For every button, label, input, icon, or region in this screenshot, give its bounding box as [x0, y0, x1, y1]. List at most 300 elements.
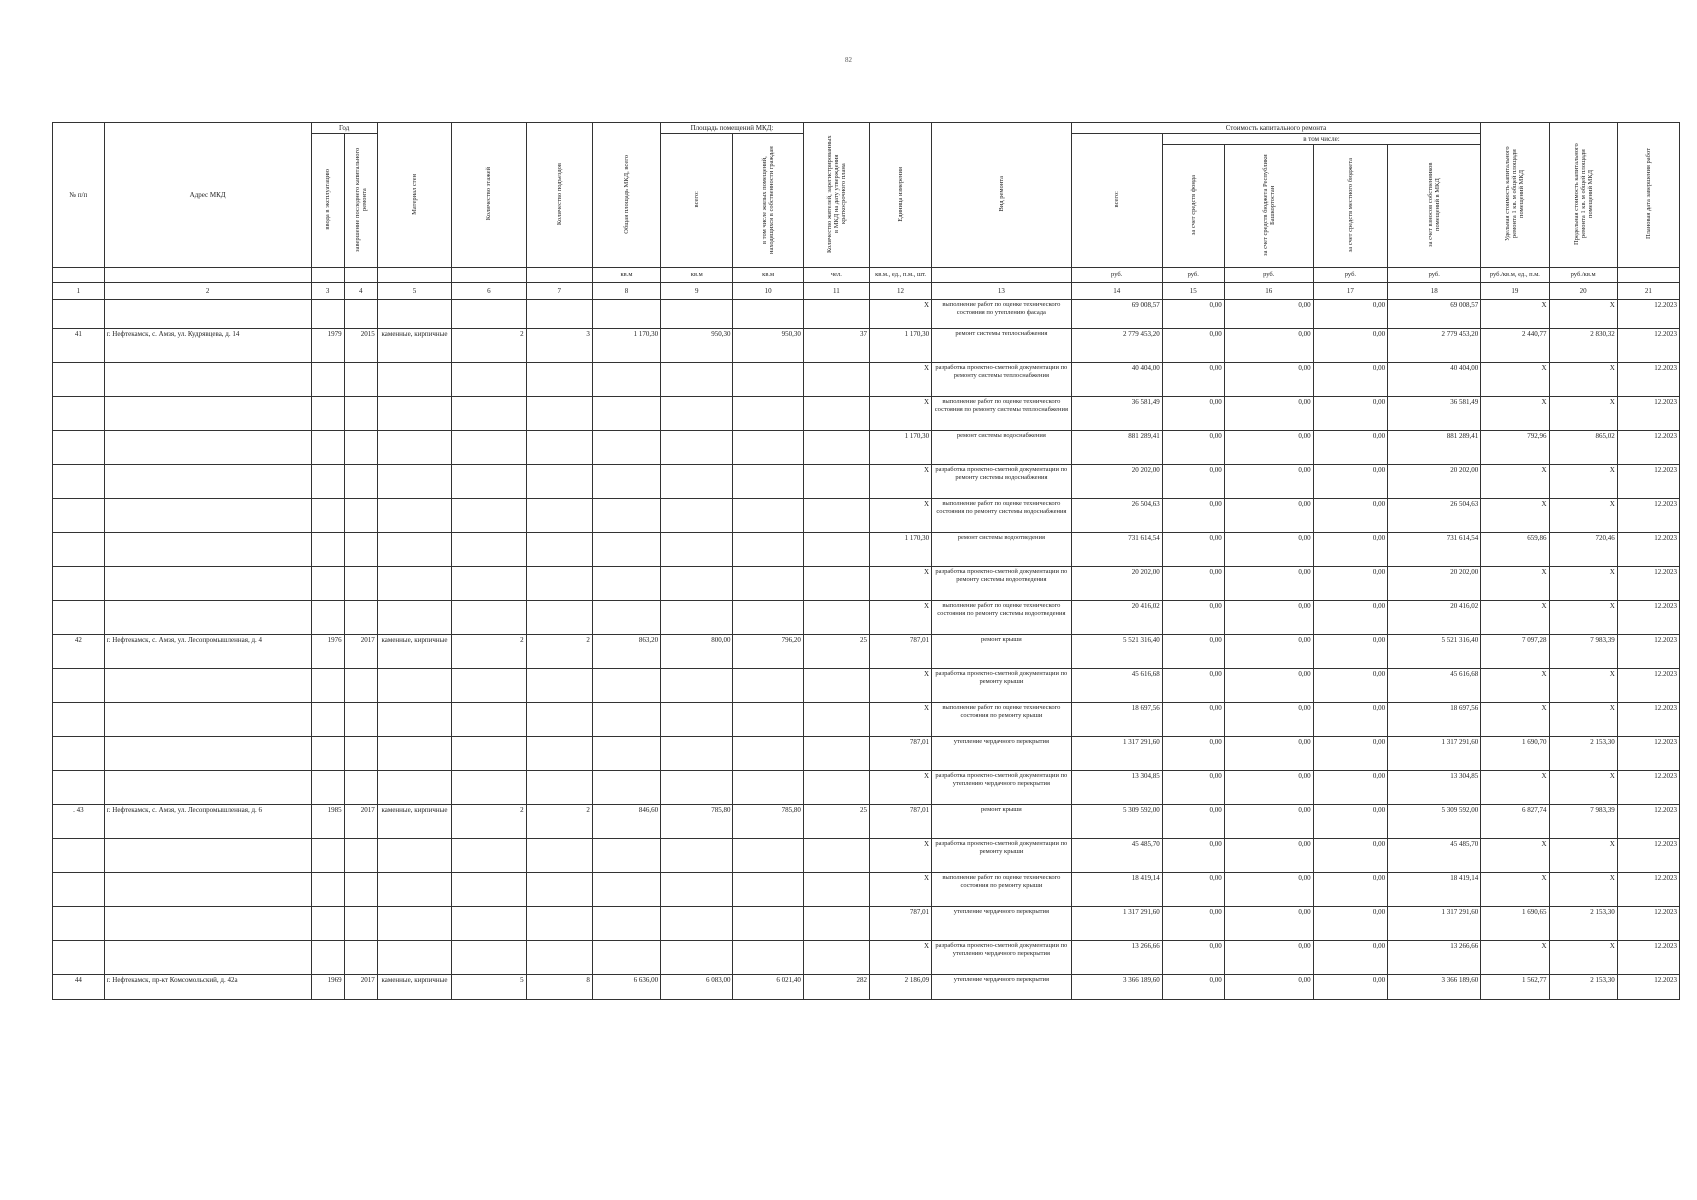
column-number-cell: 9: [661, 283, 733, 300]
floors-cell: [452, 907, 526, 941]
unit-cell: [1617, 268, 1679, 283]
column-number-cell: 17: [1313, 283, 1387, 300]
area-all-cell: 785,80: [661, 805, 733, 839]
specific-cost-cell: X: [1481, 465, 1549, 499]
cost-owners-cell: 18 697,56: [1388, 703, 1481, 737]
area-all-cell: 950,30: [661, 329, 733, 363]
column-number-cell: 20: [1549, 283, 1617, 300]
unit-cell: кв.м: [733, 268, 803, 283]
table-row: [53, 975, 1680, 1000]
floors-cell: [452, 669, 526, 703]
address-cell: [104, 703, 311, 737]
year-last-repair-cell: [344, 907, 377, 941]
limit-cost-cell: 7 983,39: [1549, 635, 1617, 669]
column-number-cell: 4: [344, 283, 377, 300]
table-row: [53, 397, 1680, 431]
residents-cell: [803, 839, 869, 873]
cost-local-cell: 0,00: [1313, 703, 1387, 737]
unit-cell: [53, 268, 105, 283]
cost-fund-cell: 0,00: [1162, 805, 1224, 839]
unit-cell: [344, 268, 377, 283]
entrances-cell: 2: [526, 635, 592, 669]
cost-local-cell: 0,00: [1313, 737, 1387, 771]
residents-cell: [803, 669, 869, 703]
cost-republic-cell: 0,00: [1224, 635, 1313, 669]
unit-cell: руб./кв.м, ед., п.м.: [1481, 268, 1549, 283]
unit-value-cell: 787,01: [870, 635, 932, 669]
area-all-cell: [661, 737, 733, 771]
cost-local-cell: 0,00: [1313, 363, 1387, 397]
floors-cell: [452, 465, 526, 499]
year-commission-cell: 1985: [311, 805, 344, 839]
deadline-cell: 12.2023: [1617, 465, 1679, 499]
residents-cell: [803, 465, 869, 499]
cost-total-cell: 26 504,63: [1071, 499, 1162, 533]
cost-local-cell: 0,00: [1313, 431, 1387, 465]
wall-material-cell: каменные, кирпичные: [377, 635, 451, 669]
unit-value-cell: X: [870, 839, 932, 873]
cost-local-cell: 0,00: [1313, 975, 1387, 1000]
year-commission-cell: [311, 465, 344, 499]
area-owned-cell: [733, 771, 803, 805]
col-entrances-label: Количество подъездов: [555, 162, 563, 226]
area-owned-cell: [733, 397, 803, 431]
table-row: [53, 300, 1680, 329]
year-commission-cell: [311, 669, 344, 703]
address-cell: [104, 567, 311, 601]
entrances-cell: 3: [526, 329, 592, 363]
year-last-repair-cell: 2017: [344, 635, 377, 669]
cost-total-cell: 881 289,41: [1071, 431, 1162, 465]
cost-total-cell: 1 317 291,60: [1071, 907, 1162, 941]
repair-type-cell: утепление чердачного перекрытия: [932, 737, 1072, 771]
row-number: [53, 771, 105, 805]
cost-republic-cell: 0,00: [1224, 703, 1313, 737]
specific-cost-cell: 2 440,77: [1481, 329, 1549, 363]
row-number: [53, 873, 105, 907]
entrances-cell: 2: [526, 805, 592, 839]
address-cell: [104, 737, 311, 771]
cost-fund-cell: 0,00: [1162, 975, 1224, 1000]
specific-cost-cell: X: [1481, 941, 1549, 975]
cost-owners-cell: 2 779 453,20: [1388, 329, 1481, 363]
repair-type-cell: утепление чердачного перекрытия: [932, 907, 1072, 941]
residents-cell: [803, 873, 869, 907]
floors-cell: [452, 397, 526, 431]
cost-owners-cell: 3 366 189,60: [1388, 975, 1481, 1000]
area-owned-cell: 796,20: [733, 635, 803, 669]
cost-republic-cell: 0,00: [1224, 975, 1313, 1000]
cost-fund-cell: 0,00: [1162, 873, 1224, 907]
total-area-cell: [592, 839, 660, 873]
year-last-repair-cell: [344, 669, 377, 703]
col-total-area-label: Общая площадь МКД, всего: [622, 154, 630, 234]
area-owned-cell: [733, 300, 803, 329]
floors-cell: [452, 771, 526, 805]
limit-cost-cell: X: [1549, 703, 1617, 737]
cost-fund-cell: 0,00: [1162, 601, 1224, 635]
unit-cell: кв.м: [592, 268, 660, 283]
table-row: [53, 669, 1680, 703]
cost-local-cell: 0,00: [1313, 907, 1387, 941]
units-row: [53, 268, 1680, 283]
wall-material-cell: [377, 839, 451, 873]
unit-cell: чел.: [803, 268, 869, 283]
entrances-cell: [526, 873, 592, 907]
floors-cell: [452, 737, 526, 771]
specific-cost-cell: 6 827,74: [1481, 805, 1549, 839]
unit-value-cell: 1 170,30: [870, 533, 932, 567]
cost-owners-cell: 1 317 291,60: [1388, 737, 1481, 771]
wall-material-cell: [377, 465, 451, 499]
repair-type-cell: выполнение работ по оценке технического состояния по ремонту системы водоотведения: [932, 601, 1072, 635]
group-year-header: Год: [311, 123, 377, 134]
column-number-cell: 18: [1388, 283, 1481, 300]
col-cost-total-label: всего:: [1113, 191, 1121, 208]
total-area-cell: 1 170,30: [592, 329, 660, 363]
col-cost-owners-label: за счет взносов собственников помещений в МКД: [1427, 162, 1442, 248]
limit-cost-cell: X: [1549, 601, 1617, 635]
unit-value-cell: X: [870, 941, 932, 975]
cost-local-cell: 0,00: [1313, 805, 1387, 839]
year-commission-cell: 1976: [311, 635, 344, 669]
address-cell: [104, 533, 311, 567]
repair-type-cell: ремонт системы водоснабжения: [932, 431, 1072, 465]
cost-republic-cell: 0,00: [1224, 329, 1313, 363]
address-cell: [104, 601, 311, 635]
col-cost-republic-label: за счет средств бюджета Республики Башкортостан: [1261, 154, 1276, 256]
column-number-cell: 3: [311, 283, 344, 300]
floors-cell: [452, 431, 526, 465]
residents-cell: [803, 300, 869, 329]
cost-republic-cell: 0,00: [1224, 941, 1313, 975]
address-cell: [104, 431, 311, 465]
area-all-cell: [661, 431, 733, 465]
area-all-cell: [661, 465, 733, 499]
cost-republic-cell: 0,00: [1224, 499, 1313, 533]
column-number-cell: 10: [733, 283, 803, 300]
area-owned-cell: [733, 737, 803, 771]
specific-cost-cell: X: [1481, 363, 1549, 397]
cost-owners-cell: 20 416,02: [1388, 601, 1481, 635]
residents-cell: 25: [803, 635, 869, 669]
year-commission-cell: [311, 567, 344, 601]
entrances-cell: [526, 465, 592, 499]
floors-cell: [452, 601, 526, 635]
deadline-cell: 12.2023: [1617, 907, 1679, 941]
year-last-repair-cell: [344, 567, 377, 601]
limit-cost-cell: X: [1549, 941, 1617, 975]
area-all-cell: [661, 941, 733, 975]
area-owned-cell: [733, 499, 803, 533]
page-number: 82: [845, 56, 852, 64]
table-row: [53, 771, 1680, 805]
total-area-cell: 863,20: [592, 635, 660, 669]
total-area-cell: [592, 771, 660, 805]
repair-type-cell: разработка проектно-сметной документации по утеплению чердачного перекрытия: [932, 941, 1072, 975]
limit-cost-cell: X: [1549, 300, 1617, 329]
entrances-cell: [526, 601, 592, 635]
unit-value-cell: 1 170,30: [870, 329, 932, 363]
specific-cost-cell: 659,86: [1481, 533, 1549, 567]
area-owned-cell: [733, 873, 803, 907]
specific-cost-cell: X: [1481, 771, 1549, 805]
cost-local-cell: 0,00: [1313, 601, 1387, 635]
year-last-repair-cell: [344, 363, 377, 397]
address-cell: [104, 363, 311, 397]
repair-type-cell: разработка проектно-сметной документации по ремонту системы теплоснабжения: [932, 363, 1072, 397]
col-cost-local-header: [1313, 145, 1387, 268]
table-row: [53, 703, 1680, 737]
table-row: [53, 329, 1680, 363]
col-entrances-header: [526, 123, 592, 268]
limit-cost-cell: X: [1549, 669, 1617, 703]
unit-value-cell: 1 170,30: [870, 431, 932, 465]
wall-material-cell: [377, 601, 451, 635]
col-unit-header: [870, 123, 932, 268]
cost-fund-cell: 0,00: [1162, 499, 1224, 533]
cost-republic-cell: 0,00: [1224, 601, 1313, 635]
specific-cost-cell: 792,96: [1481, 431, 1549, 465]
area-owned-cell: [733, 907, 803, 941]
area-all-cell: [661, 839, 733, 873]
area-all-cell: [661, 873, 733, 907]
cost-total-cell: 731 614,54: [1071, 533, 1162, 567]
repair-type-cell: ремонт крыши: [932, 635, 1072, 669]
area-all-cell: [661, 363, 733, 397]
residents-cell: [803, 771, 869, 805]
row-number: 42: [53, 635, 105, 669]
address-cell: г. Нефтекамск, с. Амзя, ул. Кудрявцева, д. 14: [104, 329, 311, 363]
limit-cost-cell: 720,46: [1549, 533, 1617, 567]
col-limit-cost-header: [1549, 123, 1617, 268]
cost-total-cell: 45 485,70: [1071, 839, 1162, 873]
unit-value-cell: 2 186,09: [870, 975, 932, 1000]
column-number-cell: 15: [1162, 283, 1224, 300]
year-commission-cell: [311, 703, 344, 737]
year-last-repair-cell: [344, 703, 377, 737]
row-number: [53, 703, 105, 737]
unit-cell: кв.м: [661, 268, 733, 283]
cost-owners-cell: 13 266,66: [1388, 941, 1481, 975]
cost-republic-cell: 0,00: [1224, 397, 1313, 431]
residents-cell: [803, 363, 869, 397]
area-all-cell: [661, 771, 733, 805]
deadline-cell: 12.2023: [1617, 397, 1679, 431]
unit-cell: руб.: [1071, 268, 1162, 283]
cost-fund-cell: 0,00: [1162, 771, 1224, 805]
year-last-repair-cell: [344, 941, 377, 975]
cost-owners-cell: 5 309 592,00: [1388, 805, 1481, 839]
entrances-cell: 8: [526, 975, 592, 1000]
cost-fund-cell: 0,00: [1162, 635, 1224, 669]
limit-cost-cell: 7 983,39: [1549, 805, 1617, 839]
row-number: [53, 839, 105, 873]
limit-cost-cell: X: [1549, 499, 1617, 533]
address-cell: г. Нефтекамск, с. Амзя, ул. Лесопромышленная, д. 6: [104, 805, 311, 839]
specific-cost-cell: X: [1481, 300, 1549, 329]
area-owned-cell: [733, 703, 803, 737]
cost-republic-cell: 0,00: [1224, 533, 1313, 567]
repair-type-cell: ремонт системы теплоснабжения: [932, 329, 1072, 363]
unit-cell: руб.: [1224, 268, 1313, 283]
repair-type-cell: разработка проектно-сметной документации по ремонту крыши: [932, 839, 1072, 873]
row-number: . 43: [53, 805, 105, 839]
cost-total-cell: 36 581,49: [1071, 397, 1162, 431]
group-premises-header: Площадь помещений МКД:: [661, 123, 804, 134]
cost-fund-cell: 0,00: [1162, 363, 1224, 397]
residents-cell: [803, 533, 869, 567]
total-area-cell: [592, 431, 660, 465]
cost-fund-cell: 0,00: [1162, 329, 1224, 363]
cost-owners-cell: 45 616,68: [1388, 669, 1481, 703]
col-no-header: № п/п: [53, 123, 105, 268]
cost-local-cell: 0,00: [1313, 567, 1387, 601]
address-cell: [104, 839, 311, 873]
cost-local-cell: 0,00: [1313, 499, 1387, 533]
row-number: [53, 465, 105, 499]
table-row: [53, 907, 1680, 941]
deadline-cell: 12.2023: [1617, 805, 1679, 839]
column-number-cell: 8: [592, 283, 660, 300]
col-cost-republic-header: [1224, 145, 1313, 268]
limit-cost-cell: 2 153,30: [1549, 737, 1617, 771]
cost-total-cell: 69 008,57: [1071, 300, 1162, 329]
cost-fund-cell: 0,00: [1162, 737, 1224, 771]
total-area-cell: [592, 669, 660, 703]
repair-plan-table: [52, 122, 1680, 1000]
unit-cell: [932, 268, 1072, 283]
wall-material-cell: [377, 669, 451, 703]
table-row: [53, 533, 1680, 567]
cost-owners-cell: 731 614,54: [1388, 533, 1481, 567]
wall-material-cell: [377, 737, 451, 771]
cost-owners-cell: 20 202,00: [1388, 465, 1481, 499]
area-owned-cell: [733, 431, 803, 465]
total-area-cell: [592, 907, 660, 941]
cost-owners-cell: 18 419,14: [1388, 873, 1481, 907]
row-number: [53, 431, 105, 465]
address-cell: [104, 873, 311, 907]
unit-value-cell: X: [870, 703, 932, 737]
repair-type-cell: выполнение работ по оценке технического состояния по утеплению фасада: [932, 300, 1072, 329]
area-owned-cell: 6 021,40: [733, 975, 803, 1000]
entrances-cell: [526, 533, 592, 567]
unit-cell: кв.м., ед., п.м., шт.: [870, 268, 932, 283]
entrances-cell: [526, 669, 592, 703]
area-all-cell: [661, 703, 733, 737]
unit-value-cell: X: [870, 499, 932, 533]
area-all-cell: [661, 907, 733, 941]
area-owned-cell: [733, 465, 803, 499]
col-deadline-label: Плановая дата завершения работ: [1644, 148, 1652, 240]
year-commission-cell: 1979: [311, 329, 344, 363]
col-specific-cost-header: [1481, 123, 1549, 268]
unit-value-cell: X: [870, 669, 932, 703]
repair-type-cell: выполнение работ по оценке технического состояния по ремонту системы водоснабжения: [932, 499, 1072, 533]
column-number-cell: 13: [932, 283, 1072, 300]
entrances-cell: [526, 567, 592, 601]
floors-cell: 2: [452, 805, 526, 839]
specific-cost-cell: 1 690,70: [1481, 737, 1549, 771]
col-residents-header: [803, 123, 869, 268]
cost-republic-cell: 0,00: [1224, 839, 1313, 873]
floors-cell: 2: [452, 329, 526, 363]
repair-type-cell: разработка проектно-сметной документации по ремонту крыши: [932, 669, 1072, 703]
residents-cell: [803, 601, 869, 635]
col-floors-label: Количество этажей: [485, 167, 493, 221]
unit-value-cell: 787,01: [870, 907, 932, 941]
column-number-cell: 19: [1481, 283, 1549, 300]
table-row: [53, 839, 1680, 873]
specific-cost-cell: 1 690,65: [1481, 907, 1549, 941]
row-number: [53, 499, 105, 533]
cost-local-cell: 0,00: [1313, 533, 1387, 567]
total-area-cell: [592, 499, 660, 533]
year-commission-cell: [311, 363, 344, 397]
repair-type-cell: разработка проектно-сметной документации по ремонту системы водоснабжения: [932, 465, 1072, 499]
col-address-header: Адрес МКД: [104, 123, 311, 268]
column-number-cell: 16: [1224, 283, 1313, 300]
cost-local-cell: 0,00: [1313, 465, 1387, 499]
deadline-cell: 12.2023: [1617, 431, 1679, 465]
residents-cell: [803, 499, 869, 533]
unit-cell: [311, 268, 344, 283]
area-owned-cell: [733, 839, 803, 873]
cost-owners-cell: 1 317 291,60: [1388, 907, 1481, 941]
limit-cost-cell: 865,02: [1549, 431, 1617, 465]
wall-material-cell: каменные, кирпичные: [377, 329, 451, 363]
cost-local-cell: 0,00: [1313, 839, 1387, 873]
cost-local-cell: 0,00: [1313, 300, 1387, 329]
entrances-cell: [526, 771, 592, 805]
unit-value-cell: X: [870, 601, 932, 635]
unit-value-cell: X: [870, 300, 932, 329]
year-last-repair-cell: [344, 300, 377, 329]
cost-total-cell: 3 366 189,60: [1071, 975, 1162, 1000]
column-number-cell: 5: [377, 283, 451, 300]
total-area-cell: [592, 941, 660, 975]
entrances-cell: [526, 300, 592, 329]
address-cell: [104, 499, 311, 533]
col-residents-label: Количество жителей, зарегистрированных в МКД на дату утверждения краткосрочного плана: [825, 135, 847, 253]
year-commission-cell: [311, 499, 344, 533]
row-number: [53, 363, 105, 397]
address-cell: г. Нефтекамск, с. Амзя, ул. Лесопромышленная, д. 4: [104, 635, 311, 669]
specific-cost-cell: X: [1481, 669, 1549, 703]
col-repair-type-header: [932, 123, 1072, 268]
floors-cell: [452, 300, 526, 329]
deadline-cell: 12.2023: [1617, 499, 1679, 533]
year-last-repair-cell: [344, 533, 377, 567]
cost-republic-cell: 0,00: [1224, 771, 1313, 805]
area-all-cell: [661, 533, 733, 567]
column-number-cell: 7: [526, 283, 592, 300]
wall-material-cell: [377, 363, 451, 397]
area-owned-cell: [733, 363, 803, 397]
wall-material-cell: [377, 771, 451, 805]
deadline-cell: 12.2023: [1617, 669, 1679, 703]
year-commission-cell: [311, 941, 344, 975]
residents-cell: [803, 703, 869, 737]
unit-cell: руб.: [1313, 268, 1387, 283]
table-row: [53, 499, 1680, 533]
col-limit-cost-label: Предельная стоимость капитального ремонта 1 кв. м общей площади помещений МКД: [1572, 143, 1594, 245]
area-owned-cell: [733, 567, 803, 601]
deadline-cell: 12.2023: [1617, 737, 1679, 771]
area-all-cell: [661, 669, 733, 703]
cost-fund-cell: 0,00: [1162, 669, 1224, 703]
